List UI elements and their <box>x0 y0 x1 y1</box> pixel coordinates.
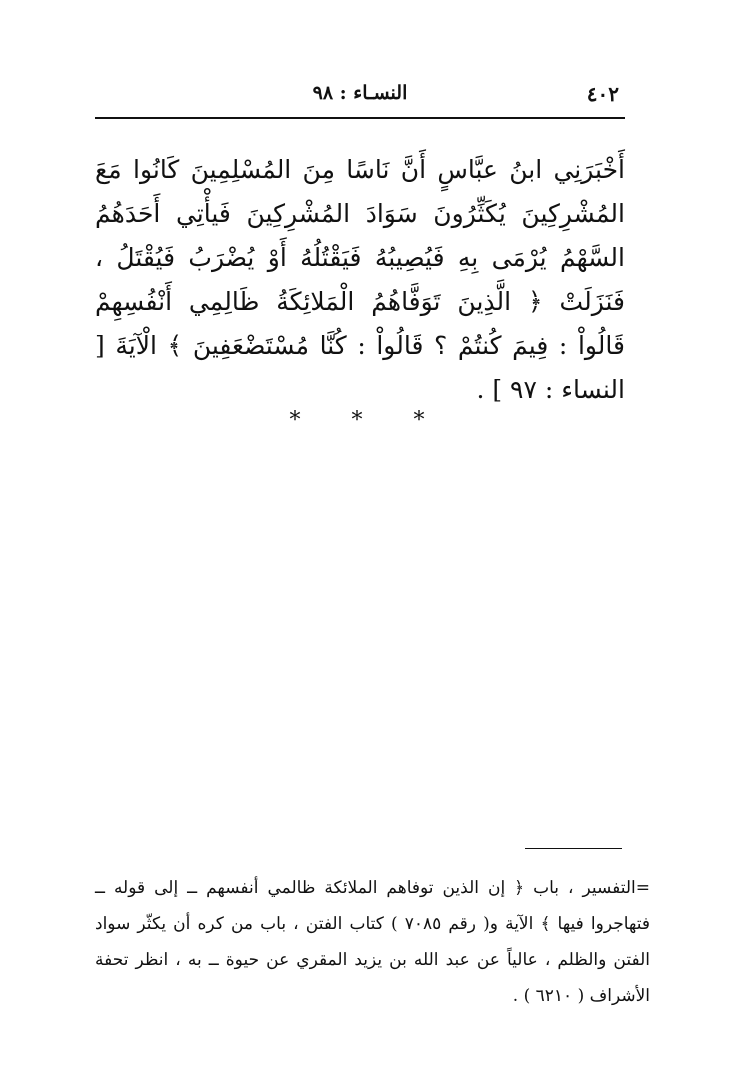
header-rule <box>95 117 625 119</box>
page-header <box>95 80 625 112</box>
hadith-text: أَخْبَرَنِي ابنُ عبَّاسٍ أَنَّ نَاسًا مِنَ المُسْلِمِينَ كَانُوا مَعَ المُشْرِكِينَ يُكَثِّرُونَ سَوَادَ المُشْرِكِينَ فَيأْتِي أَحَدَهُمُ السَّهْمُ يُرْمَى بِهِ فَيُصِيبُهُ فَيَقْتُلُهُ أَوْ يُضْرَبُ فَيُقْتَلُ ، فَنَزَلَتْ ﴿ الَّذِينَ تَوَفَّاهُمُ الْمَلائِكَةُ ظَالِمِي أَنْفُسِهِمْ قَالُواْ : فِيمَ كُنتُمْ ؟ قَالُواْ : كُنَّا مُسْتَضْعَفِينَ ﴾ الْآيَةَ [ النساء : ٩٧ ] . <box>95 155 625 404</box>
page-number: ٤٠٢ <box>586 82 619 106</box>
running-head: النسـاء : ٩٨ <box>312 82 408 104</box>
section-separator: * * * <box>289 408 447 433</box>
footnote-text: =التفسير ، باب ﴿ إن الذين توفاهم الملائكة ظالمي أنفسهم ــ إلى قوله ــ فتهاجروا فيها ﴾ الآية و( رقم ٧٠٨٥ ) كتاب الفتن ، باب من كره أن يكثّر سواد الفتن والظلم ، عالياً عن عبد الله بن يزيد المقري عن حيوة ــ به ، انظر تحفة الأشراف ( ٦٢١٠ ) . <box>95 878 650 1006</box>
footnote-rule <box>525 848 622 849</box>
